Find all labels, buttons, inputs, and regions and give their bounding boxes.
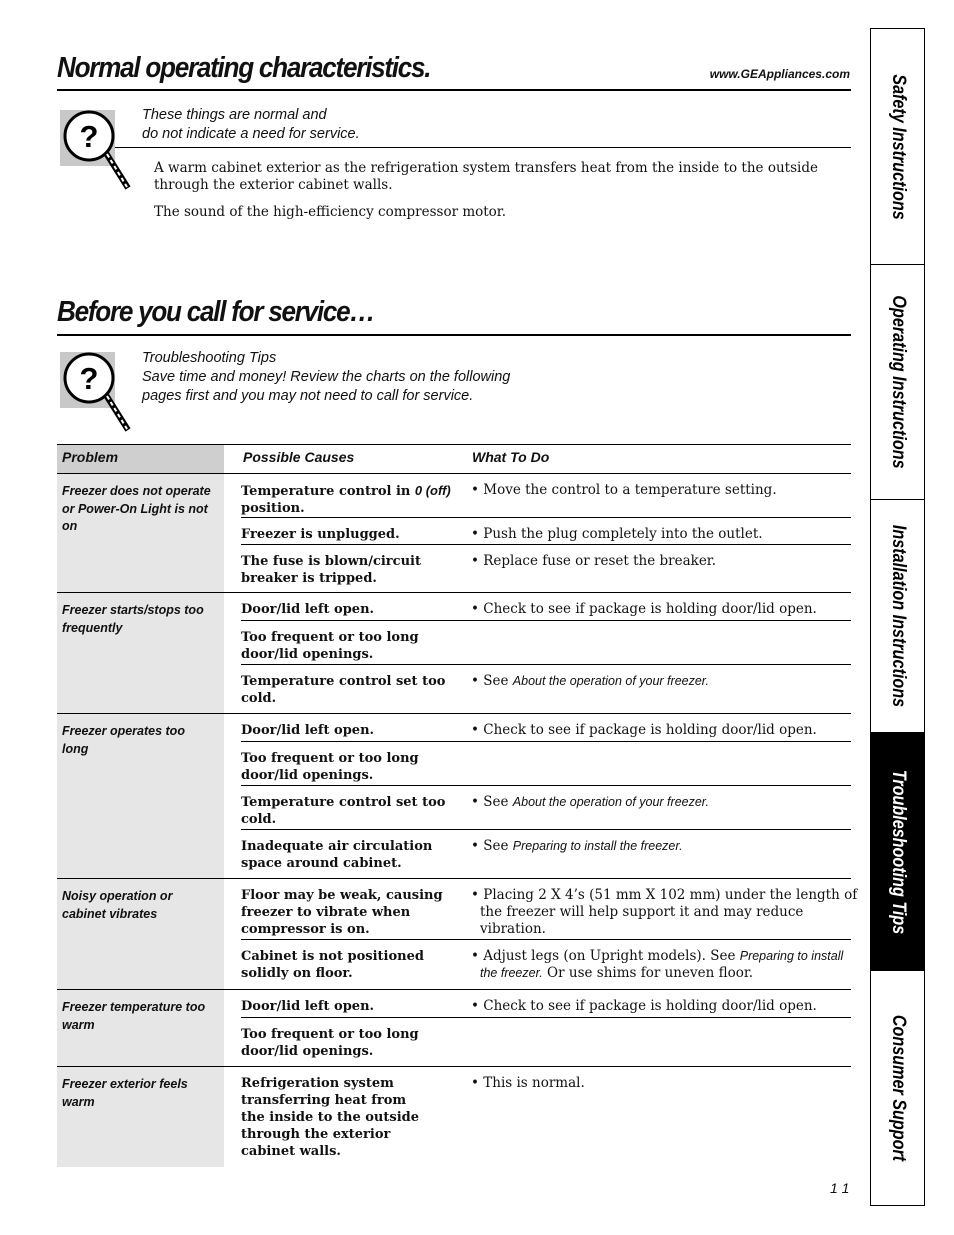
page-title: Normal operating characteristics. xyxy=(57,52,431,84)
question-icon xyxy=(60,108,135,198)
problem-label: Freezer starts/stops too frequently xyxy=(62,603,204,635)
todo-cell: • Placing 2 X 4’s (51 mm X 102 mm) under the length of the freezer will help support it and may reduce vibration. xyxy=(471,887,858,937)
table-row xyxy=(241,879,858,940)
table-row xyxy=(241,1067,851,1165)
problem-group xyxy=(57,714,851,879)
problem-group xyxy=(57,990,851,1067)
problem-label: Freezer temperature too warm xyxy=(62,1000,206,1032)
question-icon xyxy=(60,350,135,440)
cause-cell: Floor may be weak, causing freezer to vibrate when compressor is on. xyxy=(241,888,443,937)
tab-consumer-support[interactable]: Consumer Support xyxy=(887,1014,909,1162)
table-row xyxy=(241,474,851,518)
cause-cell: Door/lid left open. xyxy=(241,602,375,617)
table-row xyxy=(241,990,851,1018)
service-title: Before you call for service… xyxy=(57,296,375,328)
cause-cell: Too frequent or too long door/lid openings. xyxy=(241,630,419,662)
table-row xyxy=(241,665,851,713)
todo-cell: • Move the control to a temperature setting. xyxy=(471,482,777,498)
todo-cell: • Replace fuse or reset the breaker. xyxy=(471,553,717,569)
normal-intro: These things are normal and do not indicate a need for service. xyxy=(142,107,360,142)
todo-cell: • Check to see if package is holding door/lid open. xyxy=(471,722,817,738)
normal-item: The sound of the high-efficiency compressor motor. xyxy=(154,204,507,220)
table-row xyxy=(241,621,851,665)
problem-label: Freezer exterior feels warm xyxy=(62,1077,188,1109)
todo-cell: • See Preparing to install the freezer. xyxy=(471,838,683,854)
header-todo: What To Do xyxy=(472,449,550,465)
tab-installation-instructions[interactable]: Installation Instructions xyxy=(871,500,924,733)
cause-cell: Cabinet is not positioned solidly on floor. xyxy=(241,949,424,981)
todo-cell: • Adjust legs (on Upright models). See Preparing to install the freezer. Or use shims for uneven floor. xyxy=(471,948,844,981)
normal-rule xyxy=(115,147,851,148)
problem-group xyxy=(57,879,858,990)
table-row xyxy=(241,940,851,988)
title-rule xyxy=(57,89,851,91)
cause-cell: Temperature control set too cold. xyxy=(241,674,446,706)
cause-cell: Too frequent or too long door/lid openings. xyxy=(241,1027,419,1059)
header-causes: Possible Causes xyxy=(243,449,355,465)
service-rule xyxy=(57,334,851,336)
todo-cell: • Check to see if package is holding door/lid open. xyxy=(471,998,817,1014)
cause-cell: Temperature control set too cold. xyxy=(241,795,446,827)
normal-items xyxy=(154,160,844,231)
table-row xyxy=(241,786,851,830)
cause-cell: Freezer is unplugged. xyxy=(241,527,400,542)
table-row xyxy=(241,742,851,786)
table-header xyxy=(57,444,851,474)
header-problem: Problem xyxy=(62,449,119,465)
todo-cell: • Check to see if package is holding door/lid open. xyxy=(471,601,817,617)
table-row xyxy=(241,518,851,545)
table-row xyxy=(241,1018,851,1065)
todo-cell: • See About the operation of your freezer. xyxy=(471,794,709,810)
table-row xyxy=(241,545,851,592)
normal-item: A warm cabinet exterior as the refrigeration system transfers heat from the inside to the outside through the exterior cabinet walls. xyxy=(154,160,818,193)
cause-cell: Too frequent or too long door/lid openings. xyxy=(241,751,419,783)
service-intro: Troubleshooting Tips Save time and money! Review the charts on the following pages first and you may not need to call for service. xyxy=(142,350,511,404)
cause-cell: Door/lid left open. xyxy=(241,723,375,738)
todo-cell: • This is normal. xyxy=(471,1075,585,1091)
todo-cell: • Push the plug completely into the outlet. xyxy=(471,526,763,542)
svg-text:?: ? xyxy=(79,361,99,396)
cause-cell: The fuse is blown/circuit breaker is tripped. xyxy=(241,554,421,586)
cause-cell: Refrigeration system transferring heat from the inside to the outside through the exterior cabinet walls. xyxy=(241,1076,419,1159)
website-url[interactable]: www.GEAppliances.com xyxy=(709,67,850,81)
problem-label: Freezer operates too long xyxy=(62,724,185,756)
tab-safety-instructions[interactable]: Safety Instructions xyxy=(871,29,924,265)
table-row xyxy=(241,830,851,878)
section-tabs xyxy=(870,28,925,1206)
tab-troubleshooting-tips[interactable]: Troubleshooting Tips xyxy=(871,733,924,971)
problem-group xyxy=(57,474,851,593)
problem-group xyxy=(57,593,851,714)
todo-cell: • See About the operation of your freezer. xyxy=(471,673,709,689)
table-row xyxy=(241,714,851,742)
svg-text:?: ? xyxy=(79,119,99,154)
cause-cell: Inadequate air circulation space around cabinet. xyxy=(241,839,433,871)
table-row xyxy=(241,593,851,621)
tab-operating-instructions[interactable]: Operating Instructions xyxy=(871,265,924,500)
problem-label: Noisy operation or cabinet vibrates xyxy=(62,889,173,921)
page-number: 1 1 xyxy=(830,1180,850,1196)
cause-cell: Door/lid left open. xyxy=(241,999,375,1014)
problem-label: Freezer does not operate or Power-On Light is not on xyxy=(62,484,211,533)
cause-cell: Temperature control in 0 (off) position. xyxy=(241,483,451,516)
problem-group xyxy=(57,1067,851,1167)
troubleshooting-table xyxy=(57,444,858,1167)
